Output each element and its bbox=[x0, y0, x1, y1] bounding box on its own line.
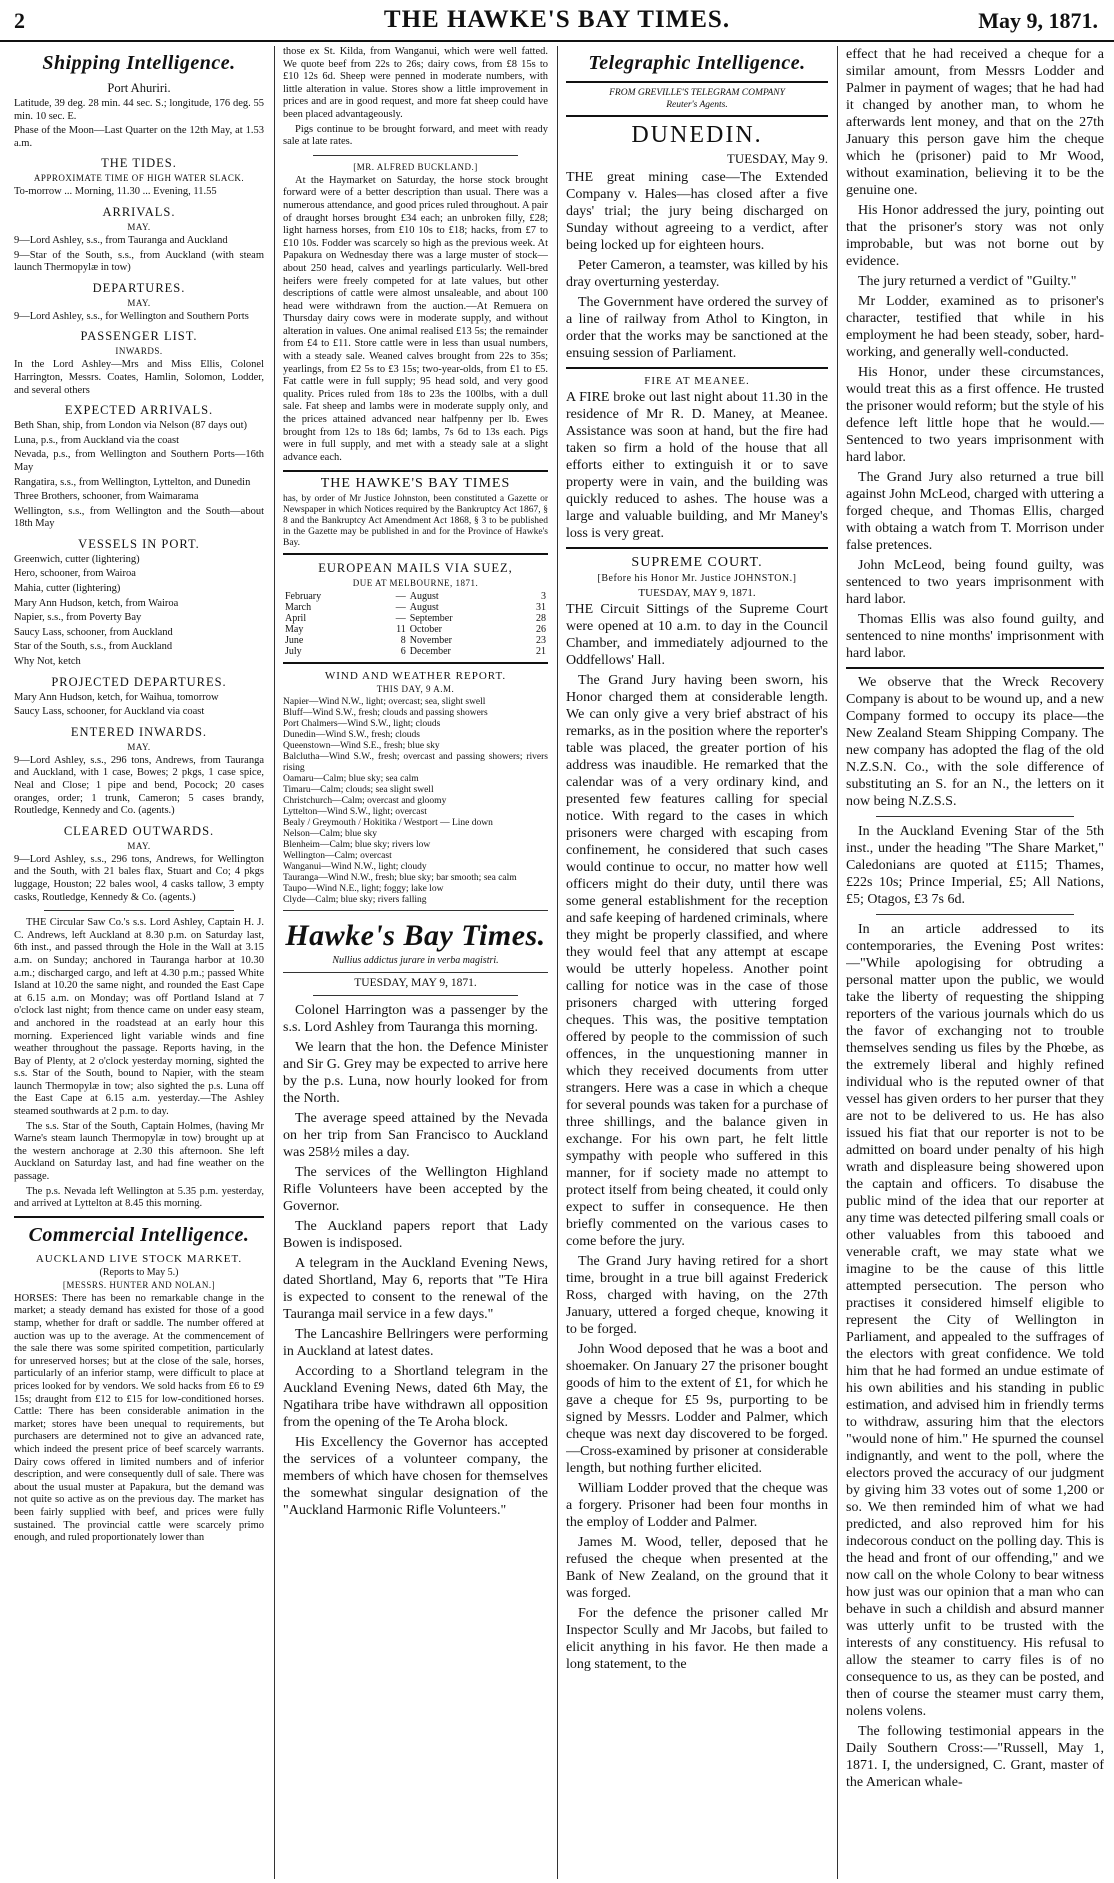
expected-item: Rangatira, s.s., from Wellington, Lyttelton, and Dunedin bbox=[14, 476, 251, 488]
mail-day: — bbox=[395, 602, 406, 614]
mail-day: — bbox=[395, 613, 406, 625]
expected-item: Luna, p.s., from Auckland via the coast bbox=[14, 434, 180, 446]
agents-label: Reuter's Agents. bbox=[666, 100, 728, 110]
weather-item: Clyde—Calm; blue sky; rivers falling bbox=[283, 895, 427, 906]
month-label: MAY. bbox=[127, 221, 151, 232]
fire-report: A FIRE broke out last night about 11.30 in the residence of Mr R. D. Maney, at Meanee. Assistance was soon at hand, but the fire had taken so firm a hold of the house that all efforts either to extinguish it or to save property were in vain, and the building was quickly reduced to ashes. The house was a large and valuable building, and Mr Maney's loss is very great. bbox=[566, 390, 828, 541]
vessel-item: Napier, s.s., from Poverty Bay bbox=[14, 612, 142, 624]
motto: Nullius addictus jurare in verba magistri. bbox=[332, 955, 499, 967]
paper-masthead: Hawke's Bay Times. bbox=[285, 919, 546, 953]
news-item: In an article addressed to its contemporaries, the Evening Post writes:—"While apologising for obtruding a personal matter upon the public, we would take the liberty of requesting the shipping reporters of the various journals which do us the favor of exchanging not to trouble themselves sending us files by the Phœbe, as the extremely liberal and highly refined individual who is the reputed owner of that vessel has given orders to her purser that they are not to be delivered to us. He has also issued his fiat that our reporter is not to be admitted on board under penalty of his high wrath and displeasure being showered upon the captain and officers. To disabuse the public mind of the idea that our reporter at any time was detected pilfering small coals or other valuables from this tabooed and venerable craft, we may state what we imagine to be the cause of this little attempted persecution. The person who practises it considered himself eligible to represent the City of Wellington in Parliament, and appealed to the suffrages of the electors with great confidence. We told him that he had formed an undue estimate of his own abilities and his standing in public estimation, and advised him in friendly terms to withdraw, assuring him that the electors "would none of him." He spurned the counsel indignantly, and went to the poll, where the electors proved the accuracy of our judgment by giving him 33 votes out of some 1,200 or so. We then reminded him of what we had predicted, and also reproved him for his indecorous conduct on the polling day. This is the head and front of our offending," and we now call on the whole Colony to bear witness how just was our opinion that a man who can behave in such a childish and absurd manner was utterly unfit to be trusted with the interests of any constituency. His refusal to allow the steamer to carry files is of no consequence to us, as they can be posted, and then of course the steamer must carry them, nolens volens. bbox=[846, 922, 1104, 1719]
departures-heading: DEPARTURES. bbox=[92, 280, 186, 295]
mail-row bbox=[283, 591, 548, 602]
news-item: The Lancashire Bellringers were performing in Auckland at latest dates. bbox=[283, 1327, 548, 1360]
latitude: Latitude, 39 deg. 28 min. 44 sec. S.; longitude, 176 deg. 55 min. 10 sec. E. bbox=[14, 98, 264, 122]
editorial-date: TUESDAY, MAY 9, 1871. bbox=[354, 977, 477, 990]
weather-sub: THIS DAY, 9 A.M. bbox=[376, 684, 455, 695]
expected-heading: EXPECTED ARRIVALS. bbox=[64, 403, 214, 418]
divider bbox=[876, 816, 1074, 817]
mail-month: October bbox=[409, 624, 443, 636]
news-item: We observe that the Wreck Recovery Company is about to be wound up, and a new Company formed to occupy its place—the New Zealand Steam Shipping Company. The new company has adopted the flag of the old N.Z.S.N. Co., with the sole difference of substituting an S. for an N., the letters on it now being N.Z.S.S. bbox=[846, 675, 1104, 809]
mail-day: 28 bbox=[536, 613, 546, 625]
vessel-item: Star of the South, s.s., from Auckland bbox=[14, 641, 173, 653]
court-report: For the defence the prisoner called Mr Inspector Scully and Mr Jacobs, but failed to elicit anything in his favor. He then made a long statement, to the bbox=[566, 1606, 828, 1672]
weather-heading: WIND AND WEATHER REPORT. bbox=[324, 670, 507, 683]
weather-item: Wanganui—Wind N.W., light; cloudy bbox=[283, 862, 427, 873]
divider bbox=[876, 914, 1074, 915]
page-number: 2 bbox=[14, 8, 25, 33]
news-item: The following testimonial appears in the Daily Southern Cross:—"Russell, May 1, 1871. I, the undersigned, C. Grant, master of the American whale- bbox=[846, 1724, 1104, 1790]
news-item: A telegram in the Auckland Evening News, dated Shortland, May 6, reports that "Te Hira is expected to consent to the renewal of the Tauranga mail service in a few days." bbox=[283, 1256, 548, 1323]
weather-item: Wellington—Calm; overcast bbox=[283, 851, 392, 862]
masthead-block bbox=[283, 910, 548, 973]
weather-item: Tauranga—Wind N.W., fresh; blue sky; bar smooth; sea calm bbox=[283, 873, 517, 884]
vessel-item: Saucy Lass, schooner, from Auckland bbox=[14, 626, 173, 638]
weather-item: Timaru—Calm; clouds; sea slight swell bbox=[283, 785, 434, 796]
mail-month: February bbox=[285, 591, 322, 603]
local-news bbox=[283, 1002, 548, 1519]
divider bbox=[283, 662, 548, 664]
divider bbox=[313, 995, 518, 996]
mail-row bbox=[283, 635, 548, 646]
mail-month: August bbox=[409, 591, 439, 603]
court-report: William Lodder proved that the cheque was a forgery. Prisoner had been four months in the employ of Lodder and Palmer. bbox=[566, 1481, 828, 1530]
mail-day: 26 bbox=[536, 624, 546, 636]
shipping-report: The s.s. Star of the South, Captain Holmes, (having Mr Warne's steam launch Thermopylæ in tow) brought up at the western anchorage at 2.30 this afternoon. She left Auckland on Saturday last, and had fine weather on the passage. bbox=[14, 1120, 264, 1183]
weather-item: Taupo—Wind N.E., light; foggy; lake low bbox=[283, 884, 444, 895]
tides-sub: APPROXIMATE TIME OF HIGH WATER SLACK. bbox=[33, 173, 245, 184]
mail-day: 6 bbox=[400, 646, 406, 658]
weather-item: Nelson—Calm; blue sky bbox=[283, 829, 377, 840]
weather-item: Christchurch—Calm; overcast and gloomy bbox=[283, 796, 447, 807]
entered-heading: ENTERED INWARDS. bbox=[70, 724, 208, 739]
weather-item: Blenheim—Calm; blue sky; rivers low bbox=[283, 840, 431, 851]
mail-day: 3 bbox=[541, 591, 546, 603]
inwards-label: INWARDS. bbox=[115, 346, 163, 357]
projected-item: Mary Ann Hudson, ketch, for Waihua, tomorrow bbox=[14, 691, 219, 703]
column-rule bbox=[274, 46, 275, 1879]
market-heading: AUCKLAND LIVE STOCK MARKET. bbox=[35, 1252, 243, 1265]
month-label: MAY. bbox=[127, 840, 151, 851]
mail-day: 11 bbox=[396, 624, 406, 636]
court-report: John Wood deposed that he was a boot and shoemaker. On January 27 the prisoner bought goods of him to the extent of £1, for which he gave a cheque for £5 9s, purporting to be signed by Messrs. Lodder and Palmer, which cheque was next day discovered to be forged.—Cross-examined by prisoner at considerable length, but nothing further elicited. bbox=[566, 1342, 828, 1476]
court-sub: [Before his Honor Mr. Justice JOHNSTON.] bbox=[597, 573, 797, 584]
divider bbox=[566, 367, 828, 369]
news-item: In the Auckland Evening Star of the 5th inst., under the heading "The Share Market," Caledonians are quoted at £115; Thames, £22s 10s; Prince Imperial, £5; All Nations, £5; Otagos, £3 7s 6d. bbox=[846, 824, 1104, 907]
market-sub: (Reports to May 5.) bbox=[99, 1266, 179, 1278]
news-item: His Excellency the Governor has accepted the services of a volunteer company, the members of which have chosen for themselves the somewhat singular designation of the "Auckland Harmonic Rifle Volunteers." bbox=[283, 1435, 548, 1519]
auctioneer-label: [MESSRS. HUNTER AND NOLAN.] bbox=[62, 1279, 216, 1290]
mails-heading: EUROPEAN MAILS VIA SUEZ, bbox=[318, 561, 513, 576]
weather-item: Lyttelton—Wind S.W., light; overcast bbox=[283, 807, 427, 818]
mail-month: August bbox=[409, 602, 439, 614]
expected-item: Three Brothers, schooner, from Waimarama bbox=[14, 491, 199, 503]
telegraphic-heading: Telegraphic Intelligence. bbox=[588, 52, 806, 74]
arrival-item: 9—Star of the South, s.s., from Auckland (with steam launch Thermopylæ in tow) bbox=[14, 249, 264, 274]
weather-item: Oamaru—Calm; blue sky; sea calm bbox=[283, 774, 419, 785]
divider bbox=[44, 910, 234, 911]
mail-month: September bbox=[409, 613, 453, 625]
news-item: According to a Shortland telegram in the Auckland Evening News, dated 6th May, the Ngatihara tribe have withdrawn all opposition from the opening of the Te Aroha block. bbox=[283, 1364, 548, 1431]
weather-item: Napier—Wind N.W., light; overcast; sea, slight swell bbox=[283, 697, 486, 708]
vessels-heading: VESSELS IN PORT. bbox=[78, 536, 200, 551]
court-report: THE Circuit Sittings of the Supreme Court were opened at 10 a.m. to day in the Council Chamber, and immediately adjourned to the Oddfellows' Hall. bbox=[566, 602, 828, 668]
commercial-heading: Commercial Intelligence. bbox=[28, 1223, 250, 1246]
month-label: MAY. bbox=[127, 741, 151, 752]
entered-inwards: 9—Lord Ashley, s.s., 296 tons, Andrews, from Tauranga and Auckland, with 1 case, Bowes; 2 pkgs, 1 case spice, Neal and Close; 1 pipe and bend, Pocock; 20 cases oranges, order; 1 trunk, Cameron; 5 cases brandy, Routledge, Kennedy and Co. (agents.) bbox=[14, 754, 264, 817]
news-item: Colonel Harrington was a passenger by the s.s. Lord Ashley from Tauranga this morning. bbox=[283, 1003, 548, 1036]
expected-item: Nevada, p.s., from Wellington and Southern Ports—16th May bbox=[14, 449, 264, 473]
mail-row bbox=[283, 602, 548, 613]
pigs-report: Pigs continue to be brought forward, and meet with ready sale at late rates. bbox=[283, 123, 548, 148]
divider bbox=[14, 1216, 264, 1218]
mail-day: 8 bbox=[400, 635, 406, 647]
court-report-cont: Thomas Ellis was also found guilty, and sentenced to nine months' imprisonment with hard labor. bbox=[846, 612, 1104, 661]
vessel-item: Mary Ann Hudson, ketch, from Wairoa bbox=[14, 597, 179, 609]
divider bbox=[566, 81, 828, 83]
weather-item: Dunedin—Wind S.W., fresh; clouds bbox=[283, 730, 421, 741]
court-report: James M. Wood, teller, deposed that he refused the cheque when presented at the Bank of New Zealand, on the ground that it was forged. bbox=[566, 1535, 828, 1601]
divider bbox=[566, 115, 828, 117]
mails-table bbox=[283, 591, 548, 657]
cleared-outwards: 9—Lord Ashley, s.s., 296 tons, Andrews, for Wellington and the South, with 21 bales flax, Stuart and Co; 4 pkgs luggage, Houston; 22 bales wool, 4 casks tallow, 3 empty casks, Routledge, Kennedy & Co. (agents.) bbox=[14, 853, 264, 903]
gazette-notice bbox=[283, 470, 548, 555]
shipping-report: The p.s. Nevada left Wellington at 5.35 p.m. yesterday, and arrived at Lyttelton at 8.45 this morning. bbox=[14, 1185, 264, 1210]
divider bbox=[313, 155, 518, 156]
news-item: The Auckland papers report that Lady Bowen is indisposed. bbox=[283, 1219, 548, 1252]
court-report-cont: John McLeod, being found guilty, was sentenced to two years imprisonment with hard labor. bbox=[846, 558, 1104, 607]
court-report-cont: His Honor, under these circumstances, would treat this as a first offence. He trusted the prisoner would reform; but the style of his defence left little hope that he would.—Sentenced to two years imprisonment with hard labor. bbox=[846, 365, 1104, 465]
column-rule bbox=[837, 46, 838, 1879]
mail-row bbox=[283, 613, 548, 624]
dateline-date: TUESDAY, May 9. bbox=[726, 151, 828, 166]
issue-date: May 9, 1871. bbox=[978, 8, 1098, 33]
column-4 bbox=[846, 46, 1104, 1879]
mail-month: April bbox=[285, 613, 307, 625]
arrivals-heading: ARRIVALS. bbox=[102, 204, 176, 219]
mail-row bbox=[283, 646, 548, 657]
mail-day: — bbox=[395, 591, 406, 603]
tides-heading: THE TIDES. bbox=[101, 156, 177, 171]
telegram-item: THE great mining case—The Extended Company v. Hales—has closed after a five days' trial; the jury being discharged on Sunday without agreeing to a verdict, after being locked up for eighteen hours. bbox=[566, 170, 828, 253]
court-report: The Grand Jury having been sworn, his Honor charged them at considerable length. We can only give a very brief abstract of his remarks, as in the position where the reporter's table was placed, the greater portion of his address was inaudible. He remarked that the calendar was of a very ordinary kind, and presented few features calling for special notice. With regard to the cases in which prisoners were charged with escaping from confinement, he considered that such cases would continue to occur, no matter how well officers might do their duty, until there was some general establishment for the reception and safe keeping of hardened criminals, where they might be properly classified, and where they would feel that any attempt at escape would be utterly hopeless. Another point calling for notice was in the case of those prisoners charged with uttering forged cheques. This was, the positive temptation offered by people to the commission of such offences, in the unquestioning manner in which they received documents from utter strangers. Here was a case in which a cheque for several pounds was taken for a purchase of three shillings, and the balance given in exchange. For his own part, he felt little sympathy with people who suffered in this manner, for if society made no attempt to protect itself from being cheated, it could only expect to suffer in consequence. He then briefly commented on the various cases to come before the jury. bbox=[566, 673, 828, 1249]
news-item: We learn that the hon. the Defence Minister and Sir G. Grey may be expected to arrive here by the p.s. Luna, now hourly looked for from the North. bbox=[283, 1040, 548, 1107]
port-name: Port Ahuriri. bbox=[107, 81, 171, 95]
departure-item: 9—Lord Ashley, s.s., for Wellington and Southern Ports bbox=[14, 310, 249, 322]
expected-item: Beth Shan, ship, from London via Nelson (87 days out) bbox=[14, 420, 248, 432]
court-report-cont: effect that he had received a cheque for a similar amount, from Messrs Lodder and Palmer in payment of wages; that he had had it changed by another man, to whom he afterwards lent money, and that on the 27th January this person gave him the cheque which he (prisoner) paid to Mr Wood, without examination, believing it to be the genuine one. bbox=[846, 47, 1104, 198]
vessel-item: Why Not, ketch bbox=[14, 656, 81, 668]
telegram-item: Peter Cameron, a teamster, was killed by his dray overturning yesterday. bbox=[566, 258, 828, 290]
telegram-source: FROM GREVILLE'S TELEGRAM COMPANY bbox=[609, 88, 785, 98]
moon-phase: Phase of the Moon—Last Quarter on the 12th May, at 1.53 a.m. bbox=[14, 125, 264, 149]
projected-heading: PROJECTED DEPARTURES. bbox=[51, 674, 227, 689]
expected-item: Wellington, s.s., from Wellington and the South—about 18th May bbox=[14, 505, 264, 530]
mails-sub: DUE AT MELBOURNE, 1871. bbox=[352, 578, 479, 589]
weather-item: Bluff—Wind S.W., fresh; clouds and passing showers bbox=[283, 708, 488, 719]
mail-day: 21 bbox=[536, 646, 546, 658]
mail-month: November bbox=[409, 635, 453, 647]
market-report-cont: those ex St. Kilda, from Wanganui, which were well fatted. We quote beef from 22s to 26s; dairy cows, from £8 15s to £10 12s 6d. Sheep were penned in moderate numbers, with little alteration in value. Stores show a little improvement in prices and are in good request, and more fat sheep could have been placed advantageously. bbox=[283, 46, 548, 120]
weather-item: Queenstown—Wind S.E., fresh; blue sky bbox=[283, 741, 440, 752]
column-2 bbox=[283, 46, 548, 1879]
mail-month: June bbox=[285, 635, 304, 647]
court-report-cont: The Grand Jury also returned a true bill against John McLeod, charged with uttering a forged cheque, and Thomas Ellis, charged with obtaing a watch from T. Morrison under false pretences. bbox=[846, 470, 1104, 553]
weather-item: Port Chalmers—Wind S.W., light; clouds bbox=[283, 719, 441, 730]
weather-item: Bealy / Greymouth / Hokitika / Westport — Line down bbox=[283, 818, 493, 829]
fire-heading: FIRE AT MEANEE. bbox=[644, 375, 750, 387]
dateline-place: DUNEDIN. bbox=[631, 122, 763, 148]
divider bbox=[566, 547, 828, 549]
passenger-list: In the Lord Ashley—Mrs and Miss Ellis, Colonel Harrington, Messrs. Coates, Hamlin, Solomon, Lodder, and several others bbox=[14, 359, 264, 396]
column-3 bbox=[566, 46, 828, 1879]
court-report-cont: Mr Lodder, examined as to prisoner's character, testified that while in his employment he had been steady, sober, hard-working, and generally well-conducted. bbox=[846, 294, 1104, 360]
court-report-cont: His Honor addressed the jury, pointing out that the prisoner's story was not only improbable, but was not borne out by evidence. bbox=[846, 203, 1104, 269]
notice-text: has, by order of Mr Justice Johnston, been constituted a Gazette or Newspaper in which Notices required by the Bankruptcy Act 1867, § 8 and the Bankruptcy Act Amendment Act 1868, § 3 to be published in the Gazette may be published in and for the Province of Hawke's Bay. bbox=[283, 494, 548, 549]
shipping-report: THE Circular Saw Co.'s s.s. Lord Ashley, Captain H. J. C. Andrews, left Auckland at 8.30 p.m. on Saturday last, 6th inst., and passed through the Hole in the Wall at 3.15 a.m. on Sunday; anchored in Tauranga harbor at 10.30 a.m.; discharged cargo, and left at 4.30 p.m.; passed White Island at 10.20 the same night, and rounded the East Cape at 6.15 a.m. on Monday; was off Portland Island at 7 o'clock last night; from thence came on under easy steam, and anchored in the roadstead at an early hour this morning. Experienced light variable winds and fine weather throughout the passage. Reports having, in the Bay of Plenty, at 2 o'clock yesterday morning, sighted the s.s. Star of the South, bound to Napier, with the steam launch Thermopylæ in tow; also sighted the p.s. Luna off the East Cape at 6.15 a.m. yesterday.—The Ashley steamed southwards at 2 p.m. to day. bbox=[14, 917, 264, 1118]
passenger-heading: PASSENGER LIST. bbox=[80, 329, 198, 344]
divider bbox=[846, 667, 1104, 669]
masthead-bar bbox=[0, 0, 1114, 42]
market-report: HORSES: There has been no remarkable change in the market; a steady demand has existed for those of a good stamp, whether for draft or saddle. The number offered at auction was up to the average. At the commencement of the sale there was some spirited competition, particularly for unreserved horses; but at the close of the sale, horses, particularly of an inferior stamp, were difficult to place at prices looked for by vendors. We sold hacks from £6 to £9 15s; draught from £12 to £15 for low-conditioned horses. Cattle: There has been considerable animation in the market; stores have been unequal to requirements, but purchasers are determined not to give an advanced rate, which indeed the present price of beef scarcely warrants. Dairy cows offered in limited numbers and of inferior description, and were consequently dull of sale. There was about the usual muster at Papakura, but the demand was not quite so active as on the previous day. The market has been fairly supplied with beef, and prices were fully sustained. The provincial cattle were scarcely primo enough, and ruled proportionately lower than bbox=[14, 1292, 264, 1544]
mail-month: March bbox=[285, 602, 312, 614]
month-label: MAY. bbox=[127, 297, 151, 308]
mail-day: 31 bbox=[536, 602, 546, 614]
vessel-item: Greenwich, cutter (lightering) bbox=[14, 553, 140, 565]
court-report-cont: The jury returned a verdict of "Guilty." bbox=[858, 274, 1077, 289]
weather-list bbox=[283, 697, 548, 906]
court-report: The Grand Jury having retired for a short time, brought in a true bill against Frederick Ross, charged with having, on the 27th January, uttered a forged cheque, knowing it to be forged. bbox=[566, 1254, 828, 1337]
mail-month: May bbox=[285, 624, 304, 636]
newspaper-title: THE HAWKE'S BAY TIMES. bbox=[383, 6, 731, 33]
mail-month: July bbox=[285, 646, 302, 658]
cleared-heading: CLEARED OUTWARDS. bbox=[63, 823, 215, 838]
news-item: The average speed attained by the Nevada on her trip from San Francisco to Auckland was 258½ miles a day. bbox=[283, 1111, 548, 1161]
weather-item: Balclutha—Wind S.W., fresh; overcast and passing showers; rivers rising bbox=[283, 752, 548, 774]
vessel-item: Hero, schooner, from Wairoa bbox=[14, 568, 136, 580]
mail-row bbox=[283, 624, 548, 635]
mail-month: December bbox=[409, 646, 451, 658]
auctioneer-label: [MR. ALFRED BUCKLAND.] bbox=[353, 161, 478, 172]
projected-item: Saucy Lass, schooner, for Auckland via coast bbox=[14, 706, 205, 718]
haymarket-report: At the Haymarket on Saturday, the horse stock brought forward were of a better description than usual. There was a numerous attendance, and good prices ruled throughout. A pair of draught horses brought £34 each; an unbroken filly, £28; light harness horses, from £10 10s to £18; hacks, from £7 to £10 10s. Fodder was scarcely so high as the previous week. At Papakura on Wednesday there was a large muster of stock—about 250 head, calves and yearlings particularly. Well-bred heifers were freely competed for at late values, but other descriptions of cattle were almost unsaleable, and about 100 head were withdrawn from the auction.—At Remuera on Thursday dairy cows were in moderate supply, and without alteration in values. One animal realised £13 5s; the remainder from £4 to £11. Store cattle were in less than usual numbers, with a steady sale. Weaned calves brought from 22s to 35s; yearlings, from £2 5s to £3 15s; two-year-olds, from £1 to £5. Fat cattle were in full supply; 95 head sold, and very good quality. Prices ruled from 18s to 23s the 100lbs, with a dull sale. Fat sheep and lambs were in moderate supply only, and the prices attained advanced near halfpenny per lb. Ewes brought from 12s to 18s 6d; lambs, 7s 6d to 13s each. Pigs were in full supply, and met with a steady sale at a slight advance each. bbox=[283, 174, 548, 463]
column-1 bbox=[14, 46, 264, 1879]
column-rule bbox=[557, 46, 558, 1879]
mail-day: 23 bbox=[536, 635, 546, 647]
arrival-item: 9—Lord Ashley, s.s., from Tauranga and Auckland bbox=[14, 234, 228, 246]
tides-times: To-morrow ... Morning, 11.30 ... Evening, 11.55 bbox=[14, 186, 217, 198]
court-date: TUESDAY, MAY 9, 1871. bbox=[638, 587, 756, 599]
notice-title: THE HAWKE'S BAY TIMES bbox=[320, 476, 511, 492]
news-item: The services of the Wellington Highland Rifle Volunteers have been accepted by the Governor. bbox=[283, 1165, 548, 1215]
vessel-item: Mahia, cutter (lightering) bbox=[14, 583, 121, 595]
shipping-heading: Shipping Intelligence. bbox=[42, 52, 236, 74]
court-heading: SUPREME COURT. bbox=[631, 555, 763, 570]
telegram-item: The Government have ordered the survey of a line of railway from Athol to Kington, in order that the works may be sanctioned at the ensuing session of Parliament. bbox=[566, 295, 828, 361]
